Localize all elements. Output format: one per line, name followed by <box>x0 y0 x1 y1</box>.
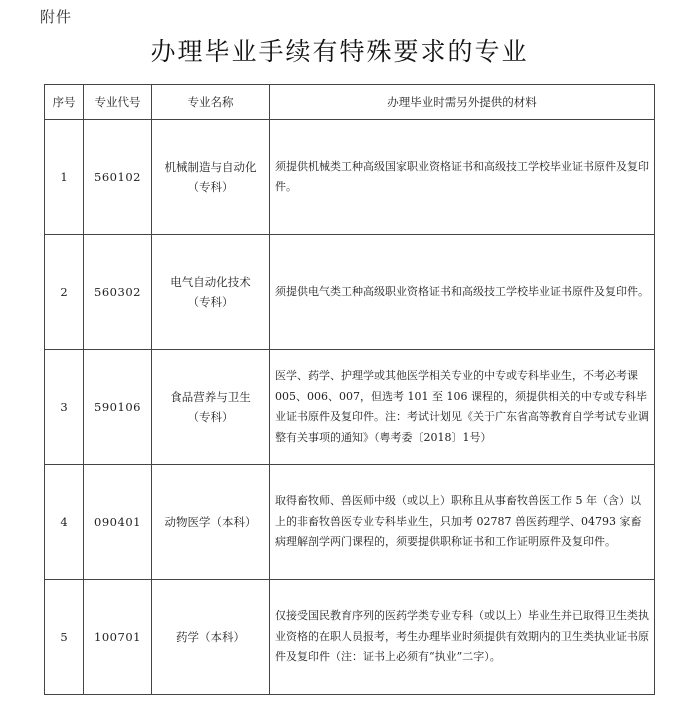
row-code: 560302 <box>84 235 152 350</box>
table-row <box>45 350 655 465</box>
table-header-row <box>45 85 655 120</box>
row-material: 取得畜牧师、兽医师中级（或以上）职称且从事畜牧兽医工作 5 年（含）以上的非畜牧兽医专业专科毕业生，只加考 02787 兽医药理学、04793 家畜病理解剖学两门课程的，须要提供职称证书和工作证明原件及复印件。 <box>270 465 655 580</box>
row-code: 100701 <box>84 580 152 695</box>
row-level: （专科） <box>187 295 234 309</box>
col-header-material: 办理毕业时需另外提供的材料 <box>270 85 655 120</box>
row-name-cell <box>152 465 270 580</box>
row-name: 动物医学（本科） <box>164 515 257 529</box>
row-no: 4 <box>45 465 84 580</box>
page-title: 办理毕业手续有特殊要求的专业 <box>150 37 529 66</box>
majors-table <box>44 84 655 695</box>
row-material: 医学、药学、护理学或其他医学相关专业的中专或专科毕业生，不考必考课 005、006、007，但选考 101 至 106 课程的，须提供相关的中专或专科毕业证书原件及复印件。注：考试计划见《关于广东省高等教育自学考试专业调整有关事项的通知》（粤考委〔2018〕1号） <box>270 350 655 465</box>
row-code: 590106 <box>84 350 152 465</box>
row-name: 食品营养与卫生 <box>170 390 251 404</box>
row-material: 仅接受国民教育序列的医药学类专业专科（或以上）毕业生并已取得卫生类执业资格的在职人员报考，考生办理毕业时须提供有效期内的卫生类执业证书原件及复印件（注：证书上必须有“执业”二字）。 <box>270 580 655 695</box>
row-name-cell <box>152 580 270 695</box>
table-row <box>45 235 655 350</box>
row-name-cell <box>152 235 270 350</box>
row-no: 3 <box>45 350 84 465</box>
row-no: 5 <box>45 580 84 695</box>
row-level: （专科） <box>187 410 234 424</box>
row-code: 560102 <box>84 120 152 235</box>
attachment-label: 附件 <box>40 8 73 26</box>
row-name: 药学（本科） <box>176 630 245 644</box>
row-level: （专科） <box>187 180 234 194</box>
row-material: 须提供机械类工种高级国家职业资格证书和高级技工学校毕业证书原件及复印件。 <box>270 120 655 235</box>
row-name: 电气自动化技术 <box>170 275 251 289</box>
table-row <box>45 120 655 235</box>
col-header-name: 专业名称 <box>152 85 270 120</box>
row-name-cell <box>152 120 270 235</box>
row-material: 须提供电气类工种高级职业资格证书和高级技工学校毕业证书原件及复印件。 <box>270 235 655 350</box>
row-name-cell <box>152 350 270 465</box>
row-code: 090401 <box>84 465 152 580</box>
table-row <box>45 465 655 580</box>
row-name: 机械制造与自动化 <box>164 160 257 174</box>
col-header-no: 序号 <box>45 85 84 120</box>
row-no: 2 <box>45 235 84 350</box>
table-row <box>45 580 655 695</box>
row-no: 1 <box>45 120 84 235</box>
col-header-code: 专业代号 <box>84 85 152 120</box>
